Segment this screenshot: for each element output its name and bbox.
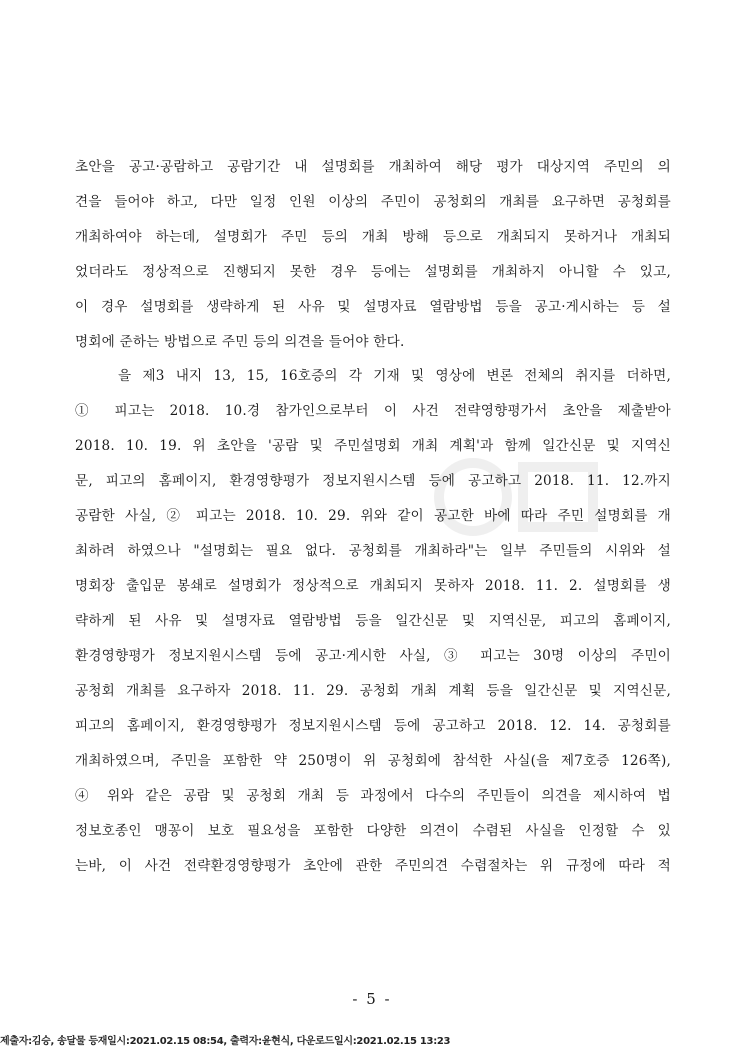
- body-line: 공청회 개최를 요구하자 2018. 11. 29. 공청회 개최 계획 등을 일간신문 및 지역신문,: [75, 683, 671, 699]
- body-line: 명회장 출입문 봉쇄로 설명회가 정상적으로 개최되지 못하자 2018. 11. 2. 설명회를 생: [75, 578, 671, 594]
- page-number: - 5 -: [352, 990, 392, 1008]
- body-line: 정보호종인 맹꽁이 보호 필요성을 포함한 다양한 의견이 수렴된 사실을 인정할 수 있: [75, 823, 671, 839]
- body-line: ④ 위와 같은 공람 및 공청회 개최 등 과정에서 다수의 주민들이 의견을 제시하여 법: [75, 788, 671, 804]
- body-line: 초안을 공고·공람하고 공람기간 내 설명회를 개최하여 해당 평가 대상지역 주민의 의: [75, 159, 671, 175]
- body-line: 을 제3 내지 13, 15, 16호증의 각 기재 및 영상에 변론 전체의 취지를 더하면,: [118, 368, 671, 384]
- body-line: 2018. 10. 19. 위 초안을 '공람 및 주민설명회 개최 계획'과 함께 일간신문 및 지역신: [75, 438, 671, 454]
- body-line: 었더라도 정상적으로 진행되지 못한 경우 등에는 설명회를 개최하지 아니할 수 있고,: [75, 264, 671, 280]
- body-line: 문, 피고의 홈페이지, 환경영향평가 정보지원시스템 등에 공고하고 2018. 11. 12.까지: [75, 473, 671, 489]
- body-line: 견을 들어야 하고, 다만 일정 인원 이상의 주민이 공청회의 개최를 요구하면 공청회를: [75, 194, 671, 210]
- body-line: 피고의 홈페이지, 환경영향평가 정보지원시스템 등에 공고하고 2018. 12. 14. 공청회를: [75, 718, 671, 734]
- court-watermark-icon: [428, 452, 608, 542]
- body-line: 략하게 된 사유 및 설명자료 열람방법 등을 일간신문 및 지역신문, 피고의 홈페이지,: [75, 613, 671, 629]
- body-line: 개최하여야 하는데, 설명회가 주민 등의 개최 방해 등으로 개최되지 못하거나 개최되: [75, 229, 671, 245]
- body-line: 최하려 하였으나 "설명회는 필요 없다. 공청회를 개최하라"는 일부 주민들의 시위와 설: [75, 543, 671, 559]
- body-line: 환경영향평가 정보지원시스템 등에 공고·게시한 사실, ③ 피고는 30명 이상의 주민이: [75, 648, 671, 664]
- body-line: 이 경우 설명회를 생략하게 된 사유 및 설명자료 열람방법 등을 공고·게시하는 등 설: [75, 299, 671, 315]
- body-line: 는바, 이 사건 전략환경영향평가 초안에 관한 주민의견 수렴절차는 위 규정에 따라 적: [75, 858, 671, 874]
- body-line: ① 피고는 2018. 10.경 참가인으로부터 이 사건 전략영향평가서 초안을 제출받아: [75, 403, 671, 419]
- footer-metadata: 제출자:김승, 송달물 등재일시:2021.02.15 08:54, 출력자:윤현식, 다운로드일시:2021.02.15 13:23: [0, 1036, 451, 1047]
- body-line: 공람한 사실, ② 피고는 2018. 10. 29. 위와 같이 공고한 바에 따라 주민 설명회를 개: [75, 508, 671, 524]
- body-line: 개최하였으며, 주민을 포함한 약 250명이 위 공청회에 참석한 사실(을 제7호증 126쪽),: [75, 753, 671, 769]
- body-line: 명회에 준하는 방법으로 주민 등의 의견을 들어야 한다.: [75, 334, 405, 350]
